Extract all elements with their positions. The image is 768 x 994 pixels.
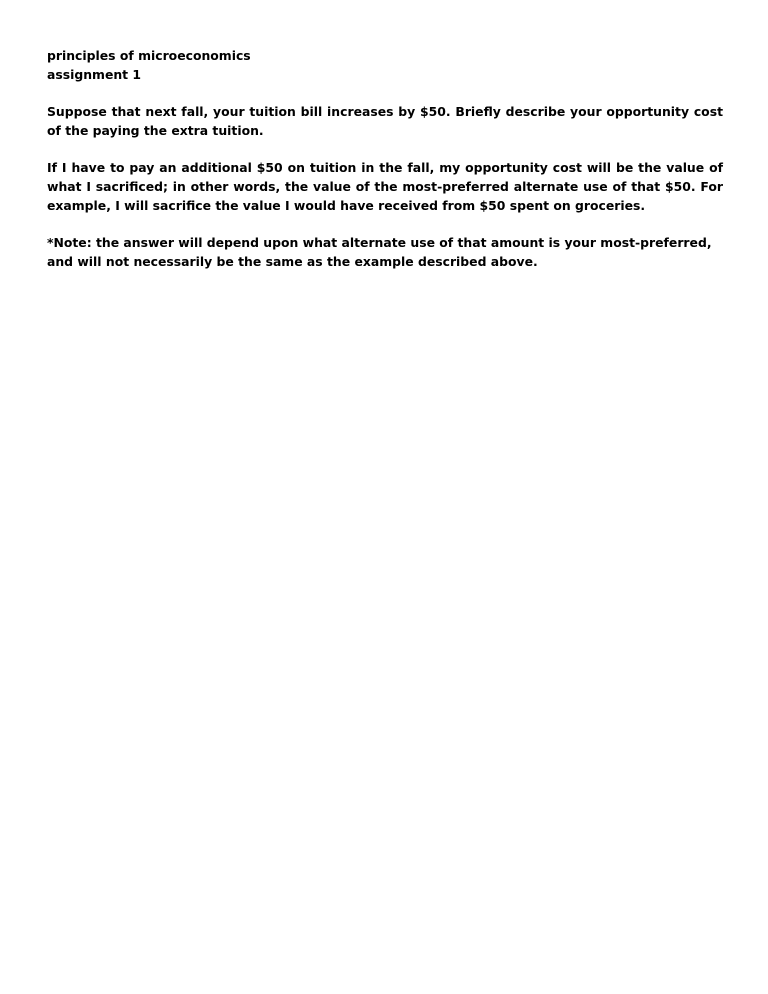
course-title: principles of microeconomics — [47, 48, 251, 63]
question-paragraph: Suppose that next fall, your tuition bill increases by $50. Briefly describe your opportunity cost of the paying the extra tuition. — [47, 104, 723, 138]
document-page — [47, 46, 723, 271]
assignment-title: assignment 1 — [47, 67, 142, 82]
note-paragraph: *Note: the answer will depend upon what alternate use of that amount is your most-preferred, and will not necessarily be the same as the example described above. — [47, 235, 712, 269]
answer-paragraph: If I have to pay an additional $50 on tuition in the fall, my opportunity cost will be the value of what I sacrificed; in other words, the value of the most-preferred alternate use of that $50. For example, I will sacrifice the value I would have received from $50 spent on groceries. — [47, 160, 723, 213]
document-header — [47, 46, 723, 84]
